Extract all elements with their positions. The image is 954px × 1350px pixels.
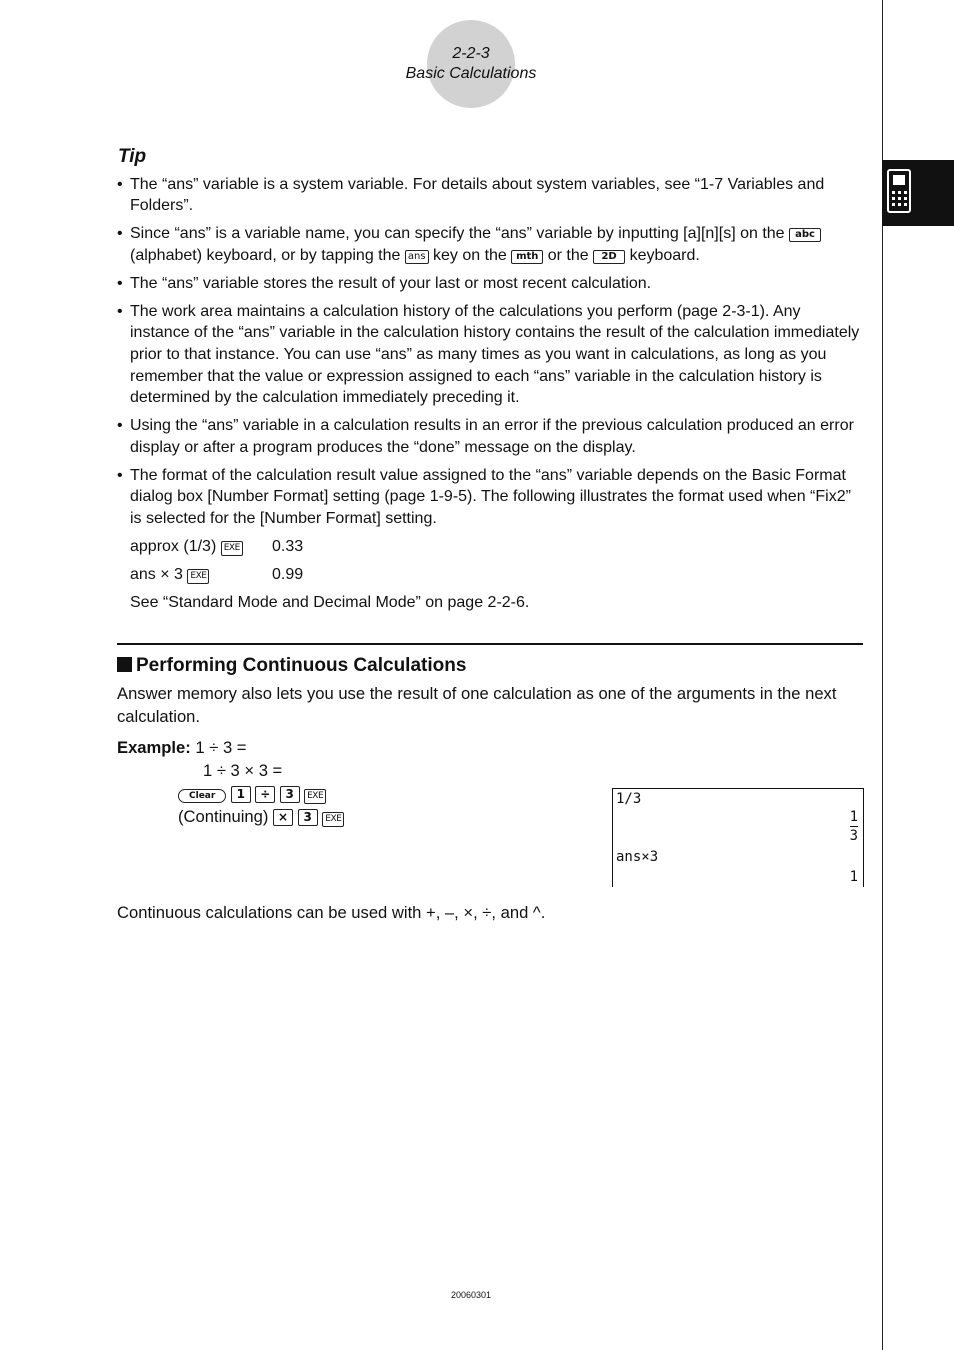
tip-item <box>117 273 863 295</box>
tip-item <box>117 223 863 266</box>
doc-code: 20060301 <box>450 1290 492 1300</box>
continuing-label: (Continuing) <box>178 807 269 826</box>
example-heading <box>117 737 247 759</box>
tip-text: Since “ans” is a variable name, you can specify the “ans” variable by inputting [a][n][s] on the <box>130 225 785 243</box>
fraction-numerator: 1 <box>849 809 858 825</box>
header-badge <box>427 20 515 108</box>
tip-item <box>117 174 863 217</box>
tip-block <box>117 146 863 613</box>
format-examples <box>130 536 863 586</box>
example-expression: ans × 3 <box>130 565 183 583</box>
example-label: Example: <box>117 738 191 757</box>
example-line: 1 ÷ 3 × 3 = <box>203 761 283 780</box>
exe-key-icon: EXE <box>187 569 209 584</box>
tip-text: (alphabet) keyboard, or by tapping the <box>130 246 401 264</box>
tip-text: keyboard. <box>629 246 700 264</box>
example-value: 0.33 <box>272 537 304 555</box>
see-also: See “Standard Mode and Decimal Mode” on page 2-2-6. <box>130 593 530 611</box>
section-intro: Answer memory also lets you use the result of one calculation as one of the arguments in the next calculation. <box>117 684 837 726</box>
exe-key-icon: EXE <box>221 541 243 556</box>
three-key-icon: 3 <box>280 786 300 803</box>
section-heading <box>117 654 466 678</box>
example-value: 0.99 <box>272 565 304 583</box>
example-row <box>130 564 863 586</box>
tip-title: Tip <box>118 146 147 167</box>
section-number: 2-2-3 <box>452 45 490 62</box>
example-expression: approx (1/3) <box>130 537 217 555</box>
exe-key-icon: EXE <box>304 789 326 804</box>
multiply-key-icon: × <box>273 809 293 826</box>
screen-input-line: ans×3 <box>616 849 659 865</box>
exe-key-icon: EXE <box>322 812 344 827</box>
tip-text: or the <box>547 246 589 264</box>
tip-text: key on the <box>433 246 507 264</box>
chapter-tab <box>882 160 954 226</box>
section-heading-text: Performing Continuous Calculations <box>136 655 467 676</box>
ans-key-icon: ans <box>405 250 429 264</box>
tip-text: The “ans” variable stores the result of your last or most recent calculation. <box>130 274 652 292</box>
tip-item <box>117 301 863 409</box>
one-key-icon: 1 <box>231 786 251 803</box>
key-sequence <box>178 784 326 806</box>
abc-key-icon: abc <box>789 228 821 242</box>
section-footer: Continuous calculations can be used with +, –, ×, ÷, and ^. <box>117 903 546 922</box>
tip-text: The work area maintains a calculation history of the calculations you perform (page 2-3-1). Any instance of the “ans” variable in the calculation history contains the result of the calculation immediately prior to that instance. You can use “ans” as many times as you want in calculations, as long as you remember that the value or expression assigned to each “ans” variable in the calculation history is determined by the calculation immediately preceding it. <box>130 302 860 407</box>
screen-result: 1 <box>849 869 858 885</box>
tip-list <box>117 174 863 530</box>
screen-input-line: 1/3 <box>616 791 642 807</box>
example-row <box>130 536 863 558</box>
2d-key-icon: 2D <box>593 250 625 264</box>
tip-text: Using the “ans” variable in a calculation results in an error if the previous calculation produced an error display or after a program produces the “done” message on the display. <box>130 417 854 456</box>
calculator-screen <box>612 788 864 887</box>
square-bullet-icon <box>117 657 132 672</box>
clear-key-icon: Clear <box>178 789 226 803</box>
tip-text: The “ans” variable is a system variable. For details about system variables, see “1-7 Variables and Folders”. <box>130 175 825 215</box>
screen-fraction-result <box>850 809 858 844</box>
fraction-denominator: 3 <box>849 828 858 844</box>
divide-key-icon: ÷ <box>255 786 275 803</box>
three-key-icon: 3 <box>298 809 318 826</box>
key-sequence <box>178 806 344 828</box>
mth-key-icon: mth <box>511 250 543 264</box>
tip-item <box>117 415 863 458</box>
calculator-icon <box>887 169 911 213</box>
example-line: 1 ÷ 3 = <box>195 738 247 757</box>
tip-item <box>117 465 863 530</box>
section-divider <box>117 643 863 645</box>
section-title: Basic Calculations <box>405 65 537 82</box>
fraction-bar <box>850 826 858 827</box>
tip-text: The format of the calculation result value assigned to the “ans” variable depends on the Basic Format dialog box [Number Format] setting (page 1-9-5). The following illustrates the format used when “Fix2” is selected for the [Number Format] setting. <box>130 466 851 527</box>
